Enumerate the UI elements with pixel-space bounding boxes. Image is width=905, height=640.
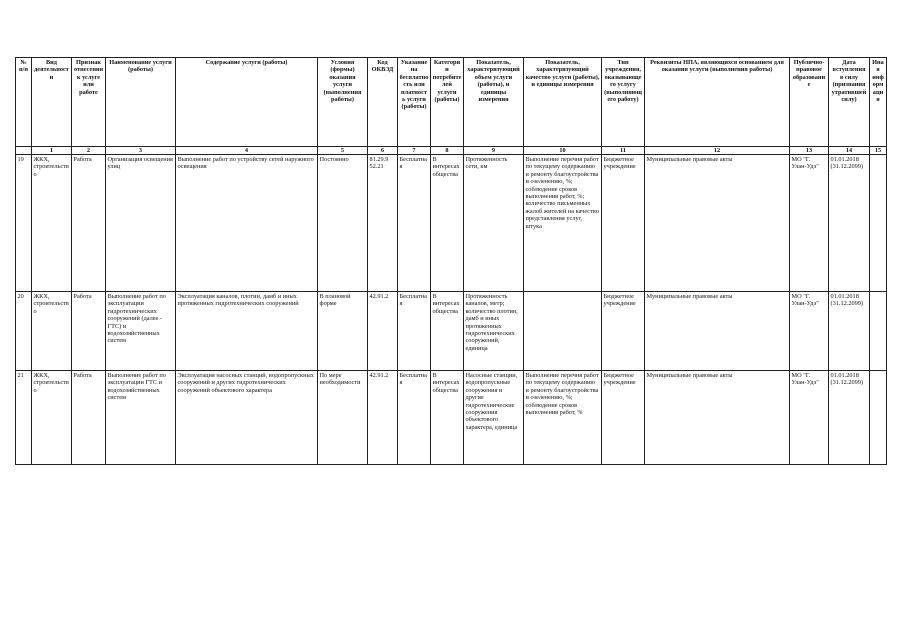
column-number-cell: 15	[870, 147, 887, 155]
header-cell: Указание на бесплатность или платность услуги (работы)	[398, 58, 431, 147]
quality-indicator-cell	[524, 292, 602, 371]
header-cell: № п/п	[16, 58, 32, 147]
header-cell: Категории потребителей услуги (работы)	[431, 58, 464, 147]
public-entity-cell: МО "Г. Улан-Удэ"	[790, 292, 829, 371]
header-cell: Наименование услуги (работы)	[106, 58, 176, 147]
other-info-cell	[870, 371, 887, 465]
header-cell: Дата вступления в силу (признания утратившей силу)	[829, 58, 870, 147]
header-cell: Содержание услуги (работы)	[176, 58, 318, 147]
table-row	[16, 292, 887, 371]
column-number-cell: 12	[645, 147, 790, 155]
institution-type-cell: Бюджетное учреждение	[602, 155, 645, 292]
header-cell: Код ОКВЭД	[368, 58, 398, 147]
npa-cell: Муниципальные правовые акты	[645, 155, 790, 292]
column-number-cell: 1	[32, 147, 72, 155]
content-cell: Выполнение работ по устройству сетей наружного освещения	[176, 155, 318, 292]
volume-indicator-cell: Насосные станции, водопропускные сооружения и другие гидротехнические сооружения объектового характера, единица	[464, 371, 524, 465]
column-number-cell: 14	[829, 147, 870, 155]
other-info-cell	[870, 292, 887, 371]
okved-cell: 42.91.2	[368, 371, 398, 465]
content-cell: Эксплуатация насосных станций, водопропускных сооружений и других гидротехнических сооружений объектового характера	[176, 371, 318, 465]
column-number-cell: 11	[602, 147, 645, 155]
activity-cell: ЖКХ, строительство	[32, 371, 72, 465]
quality-indicator-cell: Выполнение перечня работ по текущему содержанию и ремонту благоустройства и озеленению, %; соблюдение сроков выполнения работ, %; количество письменных жалоб жителей на качество представления услуг, штука	[524, 155, 602, 292]
header-cell: Публично-правовое образование	[790, 58, 829, 147]
services-register-table	[15, 57, 887, 465]
payment-cell: Бесплатная	[398, 292, 431, 371]
header-cell: Тип учреждения, оказывающего услугу (выполняющего работу)	[602, 58, 645, 147]
consumers-cell: В интересах общества	[431, 292, 464, 371]
effective-date-cell: 01.01.2018 (31.12.2099)	[829, 292, 870, 371]
quality-indicator-cell: Выполнение перечня работ по текущему содержанию и ремонту благоустройства и озеленению, %; соблюдение сроков выполнения работ, %	[524, 371, 602, 465]
npa-cell: Муниципальные правовые акты	[645, 371, 790, 465]
row-number: 20	[16, 292, 32, 371]
effective-date-cell: 01.01.2018 (31.12.2099)	[829, 371, 870, 465]
service-name-cell: Организация освещения улиц	[106, 155, 176, 292]
header-cell: Условия (формы) оказания услуги (выполнения работы)	[318, 58, 368, 147]
header-cell: Иная информация	[870, 58, 887, 147]
header-cell: Вид деятельности	[32, 58, 72, 147]
other-info-cell	[870, 155, 887, 292]
payment-cell: Бесплатная	[398, 371, 431, 465]
column-number-cell: 8	[431, 147, 464, 155]
header-cell: Признак отнесения к услуге или работе	[72, 58, 106, 147]
conditions-cell: По мере необходимости	[318, 371, 368, 465]
okved-cell: 81.29.9 52.21	[368, 155, 398, 292]
payment-cell: Бесплатная	[398, 155, 431, 292]
npa-cell: Муниципальные правовые акты	[645, 292, 790, 371]
column-number-cell: 7	[398, 147, 431, 155]
header-cell: Реквизиты НПА, являющихся основанием для оказания услуги (выполнения работы)	[645, 58, 790, 147]
column-number-cell: 6	[368, 147, 398, 155]
effective-date-cell: 01.01.2018 (31.12.2099)	[829, 155, 870, 292]
column-number-cell: 10	[524, 147, 602, 155]
type-cell: Работа	[72, 155, 106, 292]
header-cell: Показатель, характеризующий качество услуги (работы), и единицы измерения	[524, 58, 602, 147]
volume-indicator-cell: Протяженность сети, км	[464, 155, 524, 292]
conditions-cell: В плановой форме	[318, 292, 368, 371]
table-row	[16, 371, 887, 465]
header-cell: Показатель, характеризующий объем услуги (работы), и единицы измерения	[464, 58, 524, 147]
consumers-cell: В интересах общества	[431, 155, 464, 292]
conditions-cell: Постоянно	[318, 155, 368, 292]
institution-type-cell: Бюджетное учреждение	[602, 292, 645, 371]
column-number-cell: 13	[790, 147, 829, 155]
type-cell: Работа	[72, 371, 106, 465]
column-number-row	[16, 147, 887, 155]
volume-indicator-cell: Протяженность каналов, метр; количество плотин, дамб и иных протяженных гидротехнических сооружений, единица	[464, 292, 524, 371]
column-number-cell: 4	[176, 147, 318, 155]
activity-cell: ЖКХ, строительство	[32, 292, 72, 371]
activity-cell: ЖКХ, строительство	[32, 155, 72, 292]
table-row	[16, 155, 887, 292]
document-sheet	[15, 57, 886, 465]
column-number-cell	[16, 147, 32, 155]
service-name-cell: Выполнение работ по эксплуатации ГТС и водохозяйственных систем	[106, 371, 176, 465]
column-number-cell: 3	[106, 147, 176, 155]
column-number-cell: 5	[318, 147, 368, 155]
consumers-cell: В интересах общества	[431, 371, 464, 465]
okved-cell: 42.91.2	[368, 292, 398, 371]
column-number-cell: 9	[464, 147, 524, 155]
institution-type-cell: Бюджетное учреждение	[602, 371, 645, 465]
public-entity-cell: МО "Г. Улан-Удэ"	[790, 155, 829, 292]
public-entity-cell: МО "Г. Улан-Удэ"	[790, 371, 829, 465]
service-name-cell: Выполнение работ по эксплуатации гидротехнических сооружений (далее - ГТС) и водохозяйственных систем	[106, 292, 176, 371]
row-number: 19	[16, 155, 32, 292]
row-number: 21	[16, 371, 32, 465]
column-number-cell: 2	[72, 147, 106, 155]
content-cell: Эксплуатация каналов, плотин, дамб и иных протяженных гидротехнических сооружений	[176, 292, 318, 371]
table-header-row	[16, 58, 887, 147]
type-cell: Работа	[72, 292, 106, 371]
